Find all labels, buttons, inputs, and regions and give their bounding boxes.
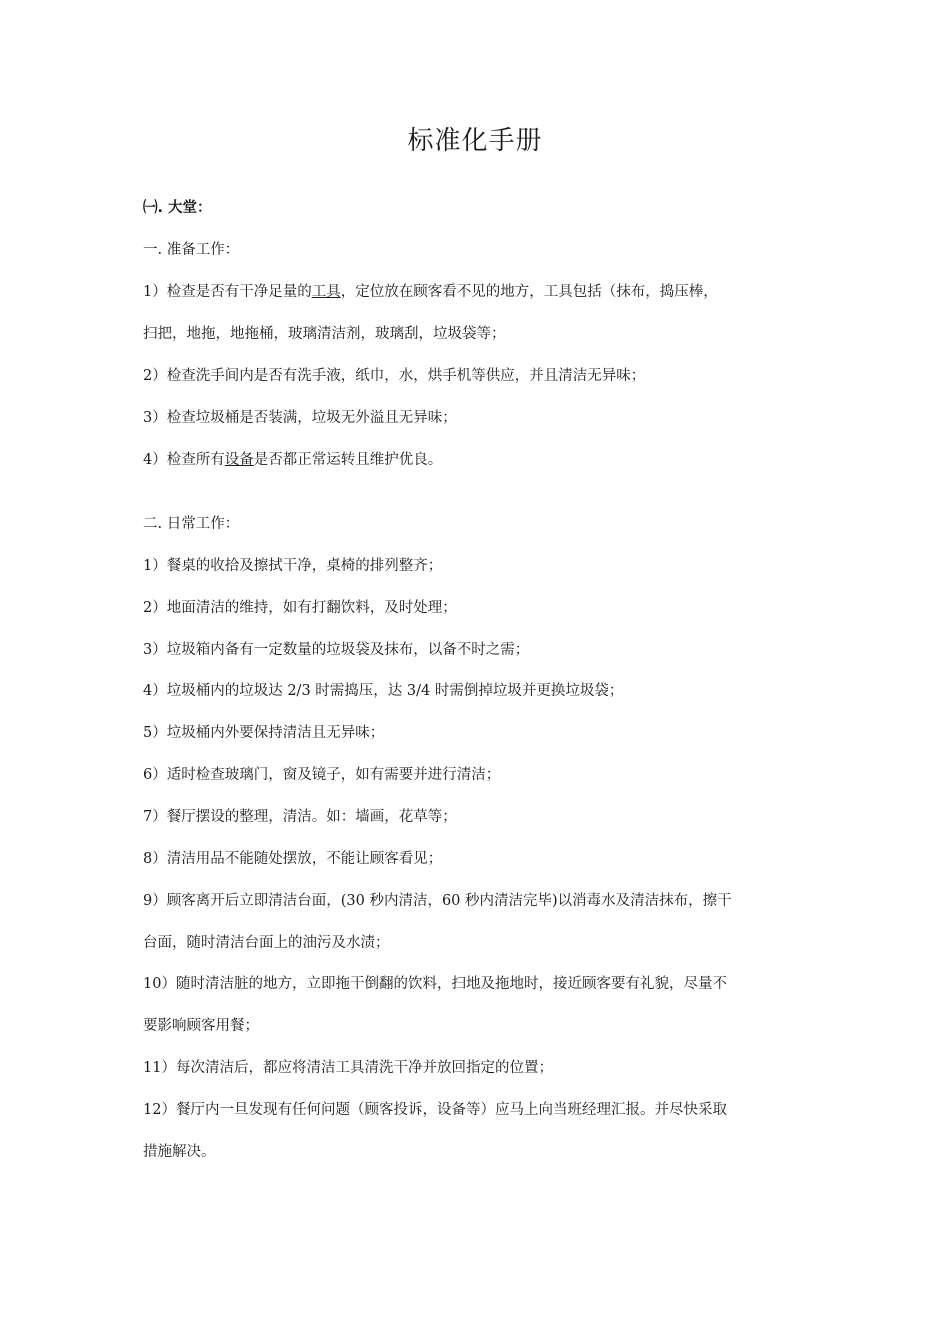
daily-item-7: 7）餐厅摆设的整理，清洁。如：墙画，花草等； (143, 809, 457, 825)
prep-item-1-continuation: 扫把，地拖，地拖桶，玻璃清洁剂，玻璃刮，垃圾袋等； (143, 326, 506, 342)
daily-item-8: 8）清洁用品不能随处摆放，不能让顾客看见； (143, 851, 443, 867)
daily-item-9-continuation: 台面，随时清洁台面上的油污及水渍； (143, 935, 390, 951)
daily-item-2: 2）地面清洁的维持，如有打翻饮料，及时处理； (143, 600, 457, 616)
prep-item-4-text-a: 4）检查所有 (143, 452, 225, 468)
daily-item-5: 5）垃圾桶内外要保持清洁且无异味； (143, 725, 385, 741)
prep-item-1-text-a: 1）检查是否有干净足量的 (143, 284, 312, 300)
daily-item-12: 12）餐厅内一旦发现有任何问题（顾客投诉，设备等）应马上向当班经理汇报。并尽快采取 (143, 1102, 727, 1118)
prep-item-1 (143, 282, 813, 302)
prep-item-3: 3）检查垃圾桶是否装满，垃圾无外溢且无异味； (143, 410, 457, 426)
prep-item-4-text-b: 是否都正常运转且维护优良。 (253, 452, 443, 468)
daily-item-10-continuation: 要影响顾客用餐； (143, 1018, 259, 1034)
daily-item-9: 9）顾客离开后立即清洁台面，(30 秒内清洁，60 秒内清洁完毕)以消毒水及清洁抹布，擦干 (143, 893, 732, 909)
prep-item-1-text-b: ，定位放在顾客看不见的地方，工具包括（抹布，捣压棒， (340, 284, 718, 300)
daily-item-11: 11）每次清洁后，都应将清洁工具清洗干净并放回指定的位置； (143, 1060, 553, 1076)
daily-item-4: 4）垃圾桶内的垃圾达 2/3 时需捣压，达 3/4 时需倒掉垃圾并更换垃圾袋； (143, 683, 624, 699)
daily-item-10: 10）随时清洁脏的地方，立即拖干倒翻的饮料，扫地及拖地时，接近顾客要有礼貌，尽量不 (143, 976, 727, 992)
daily-item-12-continuation: 措施解决。 (143, 1144, 216, 1160)
prep-heading: 一. 准备工作： (143, 242, 240, 258)
tools-link[interactable]: 工具 (311, 284, 341, 300)
equipment-link[interactable]: 设备 (224, 452, 254, 468)
prep-item-4 (143, 450, 813, 470)
daily-item-1: 1）餐桌的收拾及擦拭干净，桌椅的排列整齐； (143, 558, 443, 574)
prep-item-2: 2）检查洗手间内是否有洗手液，纸巾，水，烘手机等供应，并且清洁无异味； (143, 368, 646, 384)
section-heading: ㈠. 大堂： (143, 200, 212, 216)
document-title: 标准化手册 (407, 126, 543, 156)
daily-item-3: 3）垃圾箱内备有一定数量的垃圾袋及抹布，以备不时之需； (143, 642, 530, 658)
daily-heading: 二. 日常工作： (143, 516, 240, 532)
daily-item-6: 6）适时检查玻璃门，窗及镜子，如有需要并进行清洁； (143, 767, 501, 783)
